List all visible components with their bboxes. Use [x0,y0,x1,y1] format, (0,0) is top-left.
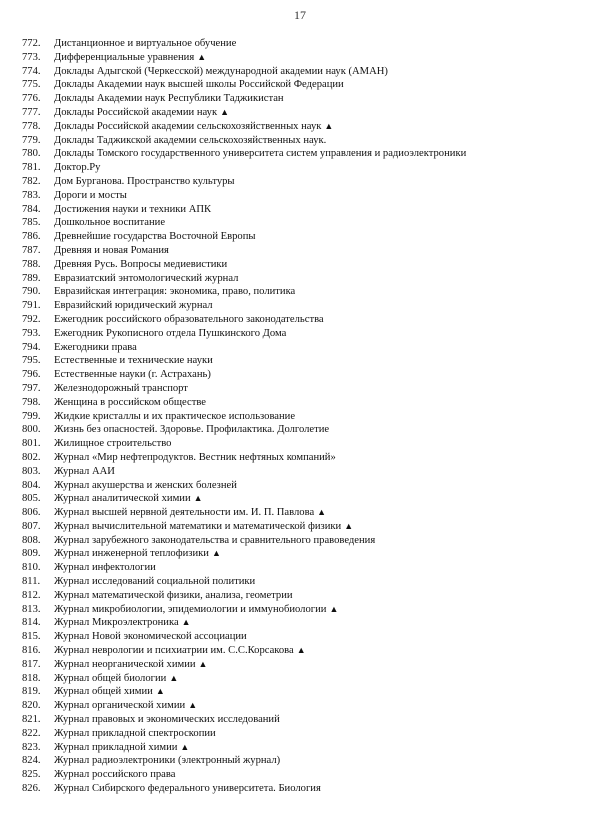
list-item [22,699,590,713]
entry-number: 814. [22,617,41,629]
entry-title: Естественные науки (г. Астрахань) [54,369,211,381]
entry-title: Журнал органической химии [54,700,186,712]
list-item [22,423,590,437]
list-item [22,134,590,148]
entry-title: Журнал инфектологии [54,562,156,574]
entry-title: Журнал прикладной химии [54,741,178,753]
list-item [22,203,590,217]
entry-number: 802. [22,451,41,463]
entry-title: Журнал Микроэлектроника [54,617,179,629]
entry-title: Жилищное строительство [54,438,172,450]
list-item [22,92,590,106]
triangle-marker-icon: ▲ [324,120,334,131]
entry-number: 804. [22,479,41,491]
entry-number: 785. [22,217,41,229]
entry-number: 777. [22,106,41,118]
entry-title: Журнал общей химии [54,686,153,698]
list-item [22,506,590,520]
list-item [22,51,590,65]
entry-title: Журнал Новой экономической ассоциации [54,631,247,643]
entry-number: 792. [22,313,41,325]
list-item [22,230,590,244]
list-item [22,575,590,589]
entry-number: 807. [22,520,41,532]
list-item [22,589,590,603]
list-item [22,216,590,230]
entry-number: 803. [22,465,41,477]
list-item [22,644,590,658]
entry-number: 824. [22,755,41,767]
triangle-marker-icon: ▲ [317,507,327,518]
triangle-marker-icon: ▲ [344,520,354,531]
entry-title: Дошкольное воспитание [54,217,166,229]
list-item [22,327,590,341]
entry-number: 794. [22,341,41,353]
entry-number: 819. [22,686,41,698]
list-item [22,382,590,396]
entry-number: 772. [22,38,41,49]
entry-number: 813. [22,603,41,615]
list-item [22,299,590,313]
entry-number: 801. [22,438,41,450]
entry-number: 809. [22,548,41,560]
triangle-marker-icon: ▲ [220,106,230,117]
entry-title: Доклады Российской академии сельскохозяйственных наук [54,120,322,132]
entry-title: Журнал математической физики, анализа, геометрии [54,589,293,601]
entry-title: Журнал прикладной спектроскопии [54,727,216,739]
entry-title: Железнодорожный транспорт [54,382,188,394]
entry-title: Журнал зарубежного законодательства и сравнительного правоведения [54,534,376,546]
list-item [22,37,590,51]
entry-title: Журнал российского права [54,769,176,781]
entry-title: Журнал Сибирского федерального университета. Биология [54,783,321,795]
triangle-marker-icon: ▲ [211,548,221,559]
entry-title: Журнал радиоэлектроники (электронный журнал) [54,755,281,767]
entry-title: Доклады Российской академии наук [54,106,218,118]
entry-title: Доклады Академии наук Республики Таджикистан [54,93,284,105]
list-item [22,727,590,741]
list-item [22,285,590,299]
entry-title: Женщина в российском обществе [54,396,206,408]
entry-number: 784. [22,203,41,215]
entry-number: 805. [22,493,41,505]
journal-list [22,37,590,796]
list-item [22,465,590,479]
entry-number: 799. [22,410,41,422]
entry-title: Журнал вычислительной математики и математической физики [54,520,342,532]
list-item [22,520,590,534]
entry-title: Жизнь без опасностей. Здоровье. Профилактика. Долголетие [54,424,330,436]
entry-number: 815. [22,631,41,643]
entry-number: 823. [22,741,41,753]
list-item [22,630,590,644]
list-item [22,272,590,286]
entry-title: Журнал неорганической химии [54,658,196,670]
entry-number: 820. [22,700,41,712]
list-item [22,492,590,506]
list-item [22,78,590,92]
entry-number: 822. [22,727,41,739]
entry-title: Доклады Таджикской академии сельскохозяйственных наук. [54,134,327,146]
triangle-marker-icon: ▲ [198,658,208,669]
list-item [22,754,590,768]
triangle-marker-icon: ▲ [180,741,190,752]
list-item [22,547,590,561]
entry-title: Дифференциальные уравнения [54,51,195,63]
entry-title: Дороги и мосты [54,189,127,201]
list-item [22,561,590,575]
entry-title: Журнал инженерной теплофизики [54,548,209,560]
list-item [22,713,590,727]
entry-title: Жидкие кристаллы и их практическое использование [54,410,296,422]
entry-title: Евразийская интеграция: экономика, право, политика [54,286,296,298]
entry-title: Дом Бурганова. Пространство культуры [54,175,235,187]
entry-title: Журнал аналитической химии [54,493,191,505]
entry-title: Евразийский юридический журнал [54,300,213,312]
entry-number: 797. [22,382,41,394]
entry-number: 810. [22,562,41,574]
entry-title: Древняя Русь. Вопросы медиевистики [54,258,228,270]
list-item [22,313,590,327]
entry-title: Журнал правовых и экономических исследований [54,714,280,726]
list-item [22,768,590,782]
list-item [22,244,590,258]
entry-number: 789. [22,272,41,284]
triangle-marker-icon: ▲ [181,617,191,628]
list-item [22,782,590,796]
entry-number: 775. [22,79,41,91]
list-item [22,741,590,755]
list-item [22,189,590,203]
list-item [22,396,590,410]
list-item [22,120,590,134]
entry-title: Журнал общей биологии [54,672,167,684]
list-item [22,368,590,382]
triangle-marker-icon: ▲ [296,645,306,656]
entry-title: Доклады Томского государственного университета систем управления и радиоэлектроники [54,148,467,160]
list-item [22,534,590,548]
triangle-marker-icon: ▲ [188,700,198,711]
entry-number: 816. [22,645,41,657]
triangle-marker-icon: ▲ [197,51,207,62]
entry-number: 791. [22,300,41,312]
list-item [22,175,590,189]
list-item [22,147,590,161]
entry-title: Естественные и технические науки [54,355,213,367]
entry-number: 776. [22,93,41,105]
list-item [22,437,590,451]
triangle-marker-icon: ▲ [169,672,179,683]
entry-number: 787. [22,244,41,256]
entry-number: 779. [22,134,41,146]
entry-title: Ежегодник Рукописного отдела Пушкинского Дома [54,327,287,339]
entry-number: 793. [22,327,41,339]
entry-title: Журнал высшей нервной деятельности им. И. П. Павлова [54,507,315,519]
entry-number: 811. [22,576,41,588]
list-item [22,616,590,630]
entry-title: Ежегодник российского образовательного законодательства [54,313,324,325]
entry-title: Журнал исследований социальной политики [54,576,256,588]
list-item [22,258,590,272]
page-number: 17 [294,8,306,22]
list-item [22,106,590,120]
list-item [22,603,590,617]
entry-number: 780. [22,148,41,160]
entry-title: Журнал акушерства и женских болезней [54,479,237,491]
triangle-marker-icon: ▲ [155,686,165,697]
list-item [22,451,590,465]
entry-title: Ежегодники права [54,341,137,353]
list-item [22,354,590,368]
list-item [22,161,590,175]
entry-number: 821. [22,714,41,726]
entry-number: 773. [22,51,41,63]
triangle-marker-icon: ▲ [193,493,203,504]
entry-title: Достижения науки и техники АПК [54,203,212,215]
entry-title: Журнал микробиологии, эпидемиологии и иммунобиологии [54,603,327,615]
entry-title: Журнал «Мир нефтепродуктов. Вестник нефтяных компаний» [54,451,336,463]
entry-number: 795. [22,355,41,367]
entry-number: 817. [22,658,41,670]
entry-title: Журнал неврологии и психиатрии им. С.С.Корсакова [54,645,294,657]
entry-title: Журнал ААИ [54,465,115,477]
entry-title: Доктор.Ру [54,162,101,174]
entry-title: Доклады Адыгской (Черкесской) международной академии наук (АМАН) [54,65,388,77]
entry-number: 774. [22,65,41,77]
list-item [22,65,590,79]
entry-number: 783. [22,189,41,201]
entry-number: 825. [22,769,41,781]
entry-number: 778. [22,120,41,132]
entry-number: 806. [22,507,41,519]
entry-number: 818. [22,672,41,684]
entry-title: Дистанционное и виртуальное обучение [54,38,237,49]
entry-number: 782. [22,175,41,187]
list-item [22,479,590,493]
list-item [22,410,590,424]
entry-number: 781. [22,162,41,174]
entry-number: 812. [22,589,41,601]
entry-number: 808. [22,534,41,546]
list-item [22,685,590,699]
list-item [22,658,590,672]
entry-title: Доклады Академии наук высшей школы Российской Федерации [54,79,344,91]
entry-number: 798. [22,396,41,408]
entry-title: Древняя и новая Романия [54,244,169,256]
entry-number: 800. [22,424,41,436]
entry-number: 788. [22,258,41,270]
entry-number: 796. [22,369,41,381]
entry-title: Евразиатский энтомологический журнал [54,272,239,284]
triangle-marker-icon: ▲ [329,603,339,614]
list-item [22,672,590,686]
entry-number: 826. [22,783,41,795]
list-item [22,341,590,355]
entry-title: Древнейшие государства Восточной Европы [54,231,256,243]
entry-number: 786. [22,231,41,243]
entry-number: 790. [22,286,41,298]
